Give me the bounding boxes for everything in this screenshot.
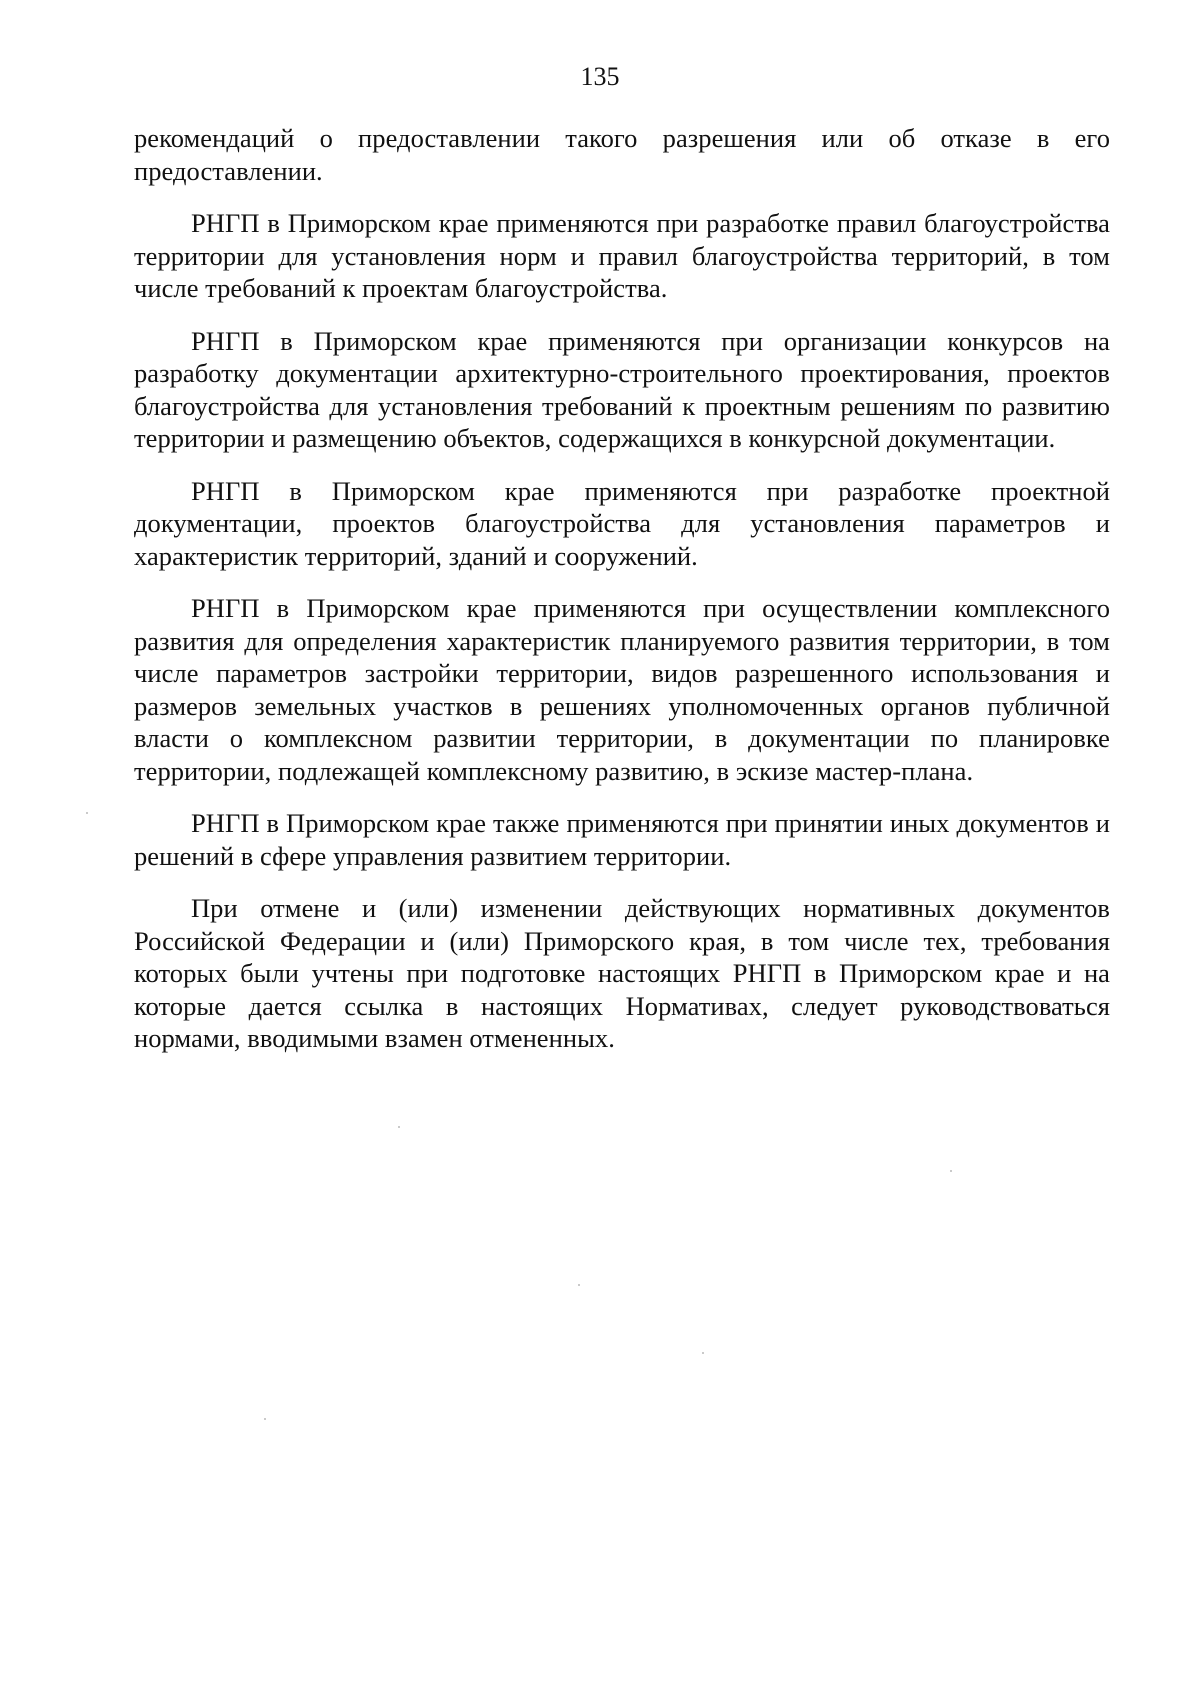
scan-speck [264, 1418, 266, 1420]
paragraph-cancellation-of-norms: При отмене и (или) изменении действующих нормативных документов Российской Федерации и (или) Приморского края, в том числе тех, требования которых были учтены при подготовке настоящих РНГП в Приморском крае и на которые дается ссылка в настоящих Нормативах, следует руководствоваться нормами, вводимыми взамен отмененных. [134, 893, 1110, 1053]
paragraph-competitions: РНГП в Приморском крае применяются при организации конкурсов на разработку документации архитектурно-строительного проектирования, проектов благоустройства для установления требований к проектным решениям по развитию территории и размещению объектов, содержащихся в конкурсной документации. [134, 325, 1110, 453]
paragraph-complex-development: РНГП в Приморском крае применяются при осуществлении комплексного развития для определения характеристик планируемого развития территории, в том числе параметров застройки территории, видов разрешенного использования и размеров земельных участков в решениях уполномоченных органов публичной власти о комплексном развитии территории, в документации по планировке территории, подлежащей комплексному развитию, в эскизе мастер-плана. [134, 593, 1110, 786]
paragraph-continuation: рекомендаций о предоставлении такого разрешения или об отказе в его предоставлении. [134, 123, 1110, 186]
scan-speck [950, 1170, 952, 1172]
paragraph-project-documentation: РНГП в Приморском крае применяются при разработке проектной документации, проектов благоустройства для установления параметров и характеристик территорий, зданий и сооружений. [134, 475, 1110, 571]
scan-speck [86, 812, 88, 814]
paragraph-landscaping-rules: РНГП в Приморском крае применяются при разработке правил благоустройства территории для установления норм и правил благоустройства территорий, в том числе требований к проектам благоустройства. [134, 208, 1110, 303]
document-body [134, 122, 1110, 1075]
scan-speck [398, 1126, 400, 1128]
page-number: 135 [580, 62, 620, 91]
scan-speck [578, 1284, 580, 1286]
scan-speck [702, 1352, 704, 1354]
paragraph-other-documents: РНГП в Приморском крае также применяются при принятии иных документов и решений в сфере управления развитием территории. [134, 808, 1110, 871]
